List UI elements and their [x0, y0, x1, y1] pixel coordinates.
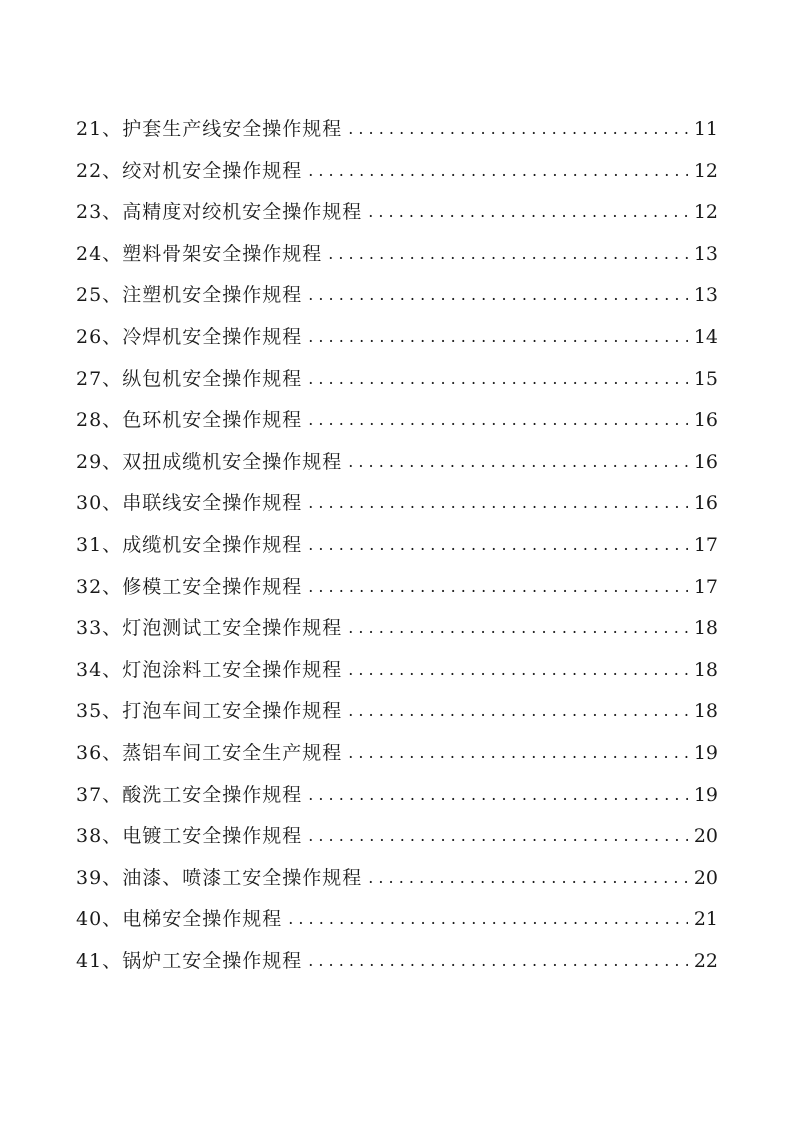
- toc-entry[interactable]: [76, 655, 718, 697]
- toc-leader-dots: [308, 533, 688, 555]
- toc-entry-page: 21: [693, 908, 718, 931]
- toc-entry-number: 31、: [76, 533, 123, 556]
- toc-entry-title: 灯泡测试工安全操作规程: [122, 617, 343, 640]
- toc-entry-number: 38、: [76, 825, 123, 848]
- toc-entry-number: 39、: [76, 866, 123, 889]
- toc-entry-title: 灯泡涂料工安全操作规程: [122, 658, 343, 681]
- toc-entry-title: 电镀工安全操作规程: [122, 825, 303, 848]
- toc-entry-page: 18: [693, 617, 718, 640]
- toc-entry[interactable]: [76, 530, 718, 572]
- toc-entry[interactable]: [76, 239, 718, 281]
- toc-entry[interactable]: [76, 863, 718, 905]
- toc-entry-title: 油漆、喷漆工安全操作规程: [122, 866, 363, 889]
- toc-leader-dots: [308, 159, 688, 181]
- toc-entry[interactable]: [76, 488, 718, 530]
- toc-entry-number: 41、: [76, 949, 123, 972]
- toc-entry-title: 修模工安全操作规程: [122, 575, 303, 598]
- toc-entry-title: 绞对机安全操作规程: [122, 159, 303, 182]
- toc-entry-page: 12: [693, 159, 718, 182]
- toc-entry[interactable]: [76, 447, 718, 489]
- toc-leader-dots: [308, 949, 688, 971]
- toc-entry-page: 13: [693, 284, 718, 307]
- toc-entry[interactable]: [76, 946, 718, 988]
- toc-leader-dots: [308, 491, 688, 513]
- toc-entry-number: 24、: [76, 242, 123, 265]
- toc-entry-number: 25、: [76, 284, 123, 307]
- toc-entry-title: 注塑机安全操作规程: [122, 284, 303, 307]
- toc-entry[interactable]: [76, 114, 718, 156]
- toc-entry-number: 30、: [76, 492, 123, 515]
- toc-entry-page: 14: [693, 325, 718, 348]
- toc-entry-page: 13: [693, 242, 718, 265]
- toc-entry-number: 33、: [76, 617, 123, 640]
- toc-entry[interactable]: [76, 405, 718, 447]
- toc-entry-title: 串联线安全操作规程: [122, 492, 303, 515]
- toc-leader-dots: [348, 450, 688, 472]
- toc-leader-dots: [308, 367, 688, 389]
- toc-entry-number: 36、: [76, 741, 123, 764]
- toc-entry[interactable]: [76, 280, 718, 322]
- toc-entry-number: 23、: [76, 201, 123, 224]
- toc-leader-dots: [288, 907, 688, 929]
- toc-entry-page: 20: [693, 825, 718, 848]
- toc-entry[interactable]: [76, 696, 718, 738]
- toc-entry-page: 16: [693, 450, 718, 473]
- toc-entry-number: 29、: [76, 450, 123, 473]
- toc-entry-title: 打泡车间工安全操作规程: [122, 700, 343, 723]
- toc-entry-title: 塑料骨架安全操作规程: [122, 242, 323, 265]
- toc-entry[interactable]: [76, 322, 718, 364]
- toc-entry-page: 18: [693, 658, 718, 681]
- toc-leader-dots: [368, 200, 688, 222]
- toc-entry[interactable]: [76, 780, 718, 822]
- toc-entry[interactable]: [76, 904, 718, 946]
- toc-entry[interactable]: [76, 572, 718, 614]
- toc-entry-title: 冷焊机安全操作规程: [122, 325, 303, 348]
- toc-leader-dots: [308, 408, 688, 430]
- toc-entry-number: 21、: [76, 118, 123, 140]
- toc-leader-dots: [348, 616, 688, 638]
- toc-leader-dots: [348, 741, 688, 763]
- toc-entry-page: 12: [693, 201, 718, 224]
- toc-entry-page: 20: [693, 866, 718, 889]
- toc-entry-title: 高精度对绞机安全操作规程: [122, 201, 363, 224]
- toc-entry-page: 16: [693, 409, 718, 432]
- toc-entry[interactable]: [76, 738, 718, 780]
- toc-entry-page: 18: [693, 700, 718, 723]
- toc-leader-dots: [348, 699, 688, 721]
- toc-leader-dots: [308, 575, 688, 597]
- toc-entry-title: 蒸铝车间工安全生产规程: [122, 741, 343, 764]
- toc-entry-number: 28、: [76, 409, 123, 432]
- toc-entry-page: 15: [693, 367, 718, 390]
- toc-entry-page: 11: [693, 118, 718, 140]
- toc-entry-title: 电梯安全操作规程: [122, 908, 283, 931]
- toc-entry-page: 19: [693, 783, 718, 806]
- toc-entry-title: 护套生产线安全操作规程: [122, 118, 343, 140]
- toc-leader-dots: [348, 117, 688, 139]
- toc-leader-dots: [328, 242, 688, 264]
- toc-entry-page: 17: [693, 575, 718, 598]
- toc-entry-page: 16: [693, 492, 718, 515]
- toc-leader-dots: [308, 325, 688, 347]
- toc-entry-title: 纵包机安全操作规程: [122, 367, 303, 390]
- toc-entry-page: 17: [693, 533, 718, 556]
- toc-entry[interactable]: [76, 821, 718, 863]
- toc-entry-title: 成缆机安全操作规程: [122, 533, 303, 556]
- toc-leader-dots: [308, 283, 688, 305]
- toc-entry[interactable]: [76, 197, 718, 239]
- toc-entry-number: 34、: [76, 658, 123, 681]
- toc-entry-number: 22、: [76, 159, 123, 182]
- toc-entry-page: 22: [693, 949, 718, 972]
- toc-entry-number: 32、: [76, 575, 123, 598]
- toc-entry-title: 色环机安全操作规程: [122, 409, 303, 432]
- toc-leader-dots: [308, 824, 688, 846]
- toc-entry-page: 19: [693, 741, 718, 764]
- toc-entry-title: 酸洗工安全操作规程: [122, 783, 303, 806]
- toc-leader-dots: [348, 658, 688, 680]
- toc-entry-number: 27、: [76, 367, 123, 390]
- toc-entry[interactable]: [76, 613, 718, 655]
- toc-entry[interactable]: [76, 156, 718, 198]
- toc-entry-title: 锅炉工安全操作规程: [122, 949, 303, 972]
- toc-entry-number: 37、: [76, 783, 123, 806]
- toc-entry-number: 26、: [76, 325, 123, 348]
- toc-leader-dots: [308, 783, 688, 805]
- toc-entry-title: 双扭成缆机安全操作规程: [122, 450, 343, 473]
- table-of-contents: [76, 114, 718, 987]
- toc-entry[interactable]: [76, 364, 718, 406]
- toc-leader-dots: [368, 866, 688, 888]
- toc-entry-number: 35、: [76, 700, 123, 723]
- toc-entry-number: 40、: [76, 908, 123, 931]
